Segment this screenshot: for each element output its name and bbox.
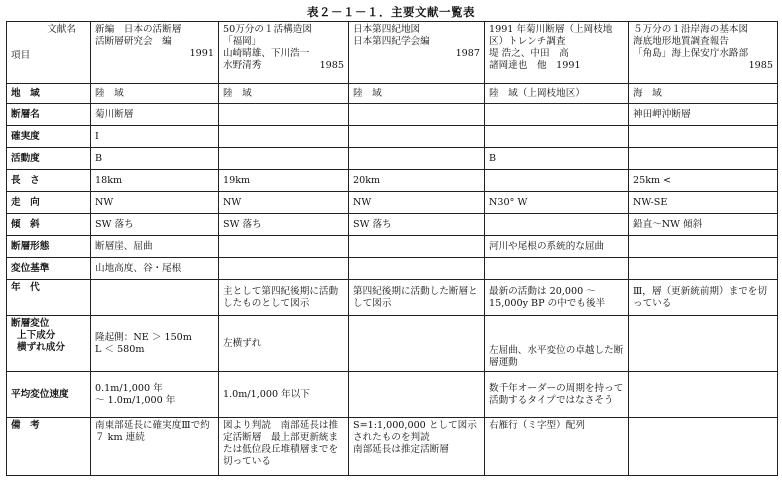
row-age	[7, 280, 778, 316]
row-label: 変位基準	[7, 258, 91, 280]
cell: Ⅰ	[91, 126, 219, 148]
cell: 陸 域	[349, 84, 485, 104]
source-line: 1991 年菊川断層（上岡枝地区）トレンチ調査	[489, 24, 613, 47]
cell	[485, 126, 629, 148]
cell: 断層崖、屈曲	[91, 236, 219, 258]
row-dip	[7, 214, 778, 236]
source-line: 水野清秀	[223, 59, 262, 71]
cell: 陸 域	[91, 84, 219, 104]
cell: 鉛直～NW 傾斜	[629, 214, 778, 236]
row-fault-form	[7, 236, 778, 258]
row-label: 年 代	[7, 280, 91, 316]
cell: 神田岬沖断層	[629, 104, 778, 126]
cell	[219, 236, 349, 258]
source-line: 日本第四紀学会編	[353, 35, 430, 47]
source-line: 日本第四紀地図	[353, 24, 421, 35]
cell	[349, 316, 485, 372]
cell	[629, 418, 778, 476]
cell: SW 落ち	[91, 214, 219, 236]
row-fault-displacement	[7, 316, 778, 372]
row-label: 断層形態	[7, 236, 91, 258]
cell: S=1:1,000,000 として図示されたものを判読 南部延長は推定活断層	[349, 418, 485, 476]
cell	[219, 126, 349, 148]
cell	[485, 258, 629, 280]
source-year: 1987	[455, 47, 480, 59]
cell: Ⅲ，層（更新統前期）までを切っている	[629, 280, 778, 316]
row-activity	[7, 148, 778, 170]
row-label: 長 さ	[7, 170, 91, 192]
cell	[629, 236, 778, 258]
row-length	[7, 170, 778, 192]
cell: 菊川断層	[91, 104, 219, 126]
doc-label: 文献名	[47, 24, 76, 35]
row-label: 確実度	[7, 126, 91, 148]
row-strike	[7, 192, 778, 214]
cell: 山地高度、谷・尾根	[91, 258, 219, 280]
cell: 20km	[349, 170, 485, 192]
cell: 主として第四紀後期に活動したものとして図示	[219, 280, 349, 316]
source-line: 堤 浩之、中田 高	[489, 47, 569, 59]
cell: NW	[219, 192, 349, 214]
row-fault-name	[7, 104, 778, 126]
row-label: 活動度	[7, 148, 91, 170]
cell	[219, 148, 349, 170]
row-label	[7, 316, 91, 372]
source-line: 山崎晴雄、下川浩一	[223, 47, 310, 59]
cell	[349, 258, 485, 280]
source-line: 50万分の１活構造図	[223, 24, 312, 35]
cell	[349, 104, 485, 126]
source-line: 諸岡達也 他 1991	[489, 59, 581, 71]
source-line: 活断層研究会 編	[95, 35, 172, 47]
cell	[629, 372, 778, 418]
source-year: 1985	[319, 59, 344, 71]
cell: 河川や尾根の系統的な屈曲	[485, 236, 629, 258]
header-row	[7, 22, 778, 84]
row-remarks	[7, 418, 778, 476]
source-5	[629, 22, 778, 84]
cell: 南東部延長に確実度Ⅲで約７ km 連続	[91, 418, 219, 476]
cell: N30° W	[485, 192, 629, 214]
label-line: 上下成分	[17, 329, 56, 341]
item-label: 項目	[11, 49, 31, 61]
cell: NW-SE	[629, 192, 778, 214]
cell: B	[485, 148, 629, 170]
row-displacement-ref	[7, 258, 778, 280]
source-2	[219, 22, 349, 84]
cell: 25km <	[629, 170, 778, 192]
cell: 左屈曲、水平変位の卓越した断層運動	[485, 316, 629, 372]
cell	[629, 258, 778, 280]
cell	[219, 258, 349, 280]
cell: 19km	[219, 170, 349, 192]
source-year: 1991	[189, 47, 214, 59]
cell: 隆起側：NE ＞ 150m L ＜ 580m	[91, 316, 219, 372]
cell	[629, 126, 778, 148]
row-certainty	[7, 126, 778, 148]
cell: SW 落ち	[219, 214, 349, 236]
cell: SW 落ち	[349, 214, 485, 236]
cell: B	[91, 148, 219, 170]
row-label: 走 向	[7, 192, 91, 214]
row-label: 備 考	[7, 418, 91, 476]
source-line: 「角島」海上保安庁水路部	[633, 47, 749, 59]
row-label: 平均変位速度	[7, 372, 91, 418]
cell: 陸 域（上岡枝地区）	[485, 84, 629, 104]
cell	[349, 148, 485, 170]
row-region	[7, 84, 778, 104]
cell	[219, 104, 349, 126]
cell: 図より判読 南部延長は推定活断層 最上部更新統または低位段丘堆積層までを切っている	[219, 418, 349, 476]
source-4	[485, 22, 629, 84]
cell	[485, 104, 629, 126]
cell	[349, 126, 485, 148]
label-line: 横ずれ成分	[17, 341, 65, 353]
cell: 陸 域	[219, 84, 349, 104]
cell: 1.0m/1,000 年以下	[219, 372, 349, 418]
cell	[485, 214, 629, 236]
cell	[629, 316, 778, 372]
header-corner	[7, 22, 91, 84]
source-1	[91, 22, 219, 84]
cell: NW	[349, 192, 485, 214]
source-line: 新編 日本の活断層	[95, 24, 182, 35]
cell	[349, 372, 485, 418]
label-line: 断層変位	[11, 318, 50, 329]
cell: 右雁行（ミ字型）配列	[485, 418, 629, 476]
cell	[629, 148, 778, 170]
cell	[349, 236, 485, 258]
page-title: 表２－１－１．主要文献一覧表	[307, 5, 475, 19]
cell: 第四紀後期に活動した断層として図示	[349, 280, 485, 316]
source-3	[349, 22, 485, 84]
cell: NW	[91, 192, 219, 214]
cell: 0.1m/1,000 年 ～ 1.0m/1,000 年	[91, 372, 219, 418]
row-avg-rate	[7, 372, 778, 418]
cell: 海 域	[629, 84, 778, 104]
source-line: ５万分の１沿岸海の基本図	[633, 24, 749, 35]
cell	[91, 280, 219, 316]
source-line: 「福岡」	[223, 35, 262, 47]
row-label: 断層名	[7, 104, 91, 126]
row-label: 地 域	[7, 84, 91, 104]
cell: 最新の活動は 20,000 ～ 15,000y BP の中でも後半	[485, 280, 629, 316]
cell	[485, 170, 629, 192]
cell: 数千年オーダーの周期を持って活動するタイプではなさそう	[485, 372, 629, 418]
cell: 左横ずれ	[219, 316, 349, 372]
row-label: 傾 斜	[7, 214, 91, 236]
literature-table	[6, 21, 778, 476]
cell: 18km	[91, 170, 219, 192]
source-year: 1985	[748, 59, 773, 71]
source-line: 海底地形地質調査報告	[633, 35, 729, 47]
